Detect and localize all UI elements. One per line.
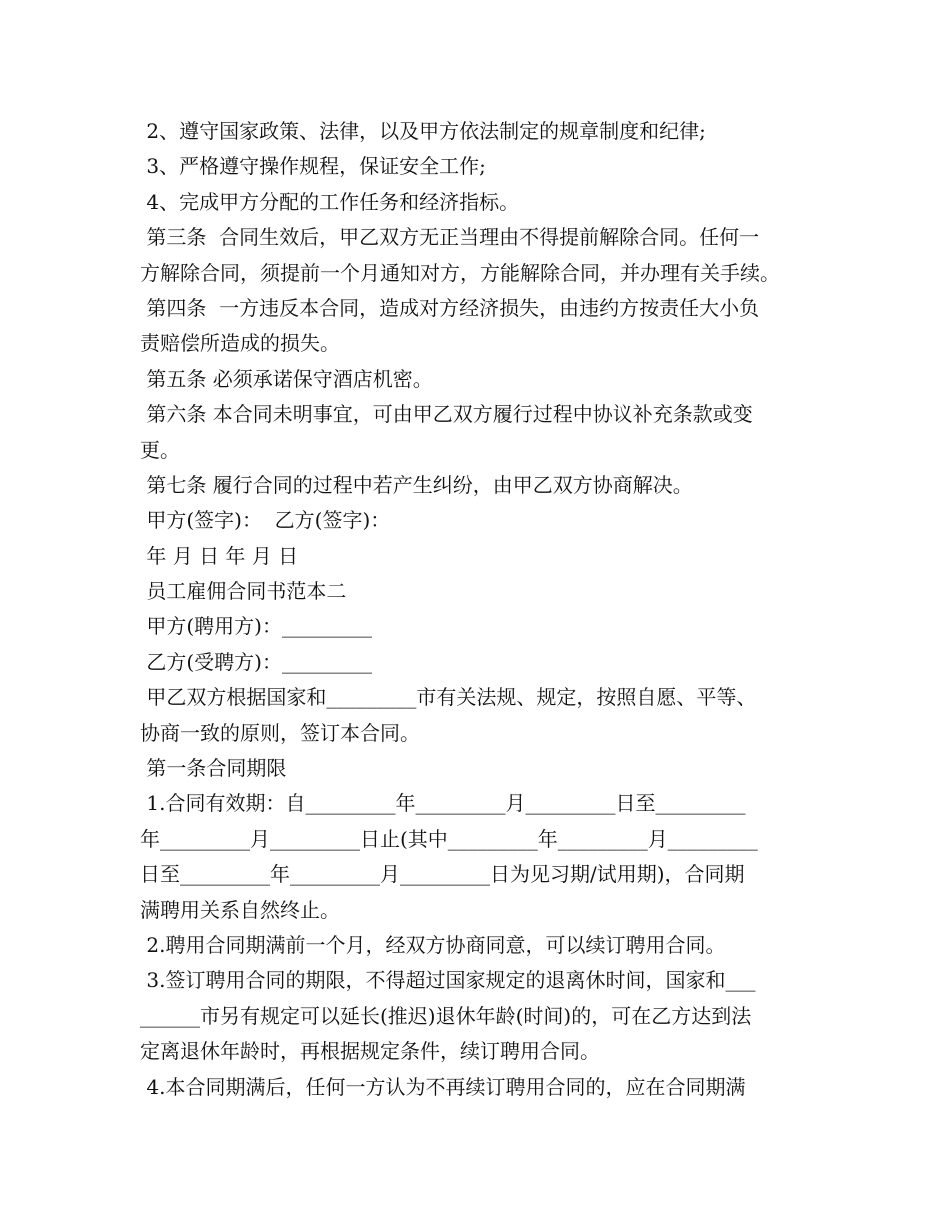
document-line: 3.签订聘用合同的期限，不得超过国家规定的退离休时间，国家和___ (140, 968, 756, 993)
document-line: 协商一致的原则，签订本合同。 (140, 720, 420, 745)
document-line: 2、遵守国家政策、法律，以及甲方依法制定的规章制度和纪律; (140, 119, 706, 143)
document-line: 第三条 合同生效后，甲乙双方无正当理由不得提前解除合同。任何一 (140, 225, 760, 250)
document-line: 第五条 必须承诺保守酒店机密。 (140, 366, 433, 391)
document-line: 3、严格遵守操作规程，保证安全工作; (140, 154, 486, 179)
document-line: 第一条合同期限 (140, 756, 287, 781)
document-line: 方解除合同，须提前一个月通知对方，方能解除合同，并办理有关手续。 (140, 260, 780, 285)
document-line: 第六条 本合同未明事宜，可由甲乙双方履行过程中协议补充条款或变 (140, 402, 753, 427)
document-line: ______市另有规定可以延长(推迟)退休年龄(时间)的，可在乙方达到法 (140, 1003, 752, 1028)
document-line: 日至_________年_________月_________日为见习期/试用期)，合同期 (140, 862, 745, 887)
document-line: 满聘用关系自然终止。 (140, 897, 340, 922)
document-line: 4.本合同期满后，任何一方认为不再续订聘用合同的，应在合同期满 (140, 1074, 746, 1099)
document-line: 2.聘用合同期满前一个月，经双方协商同意，可以续订聘用合同。 (140, 932, 726, 957)
document-line: 1.合同有效期：自_________年_________月_________日至_________ (140, 791, 746, 816)
document-line: 年 月 日 年 月 日 (140, 543, 299, 568)
document-line: 4、完成甲方分配的工作任务和经济指标。 (140, 189, 520, 214)
document-body (140, 114, 820, 1105)
document-line: 责赔偿所造成的损失。 (140, 331, 340, 356)
document-line: 甲乙双方根据国家和_________市有关法规、规定，按照自愿、平等、 (140, 685, 757, 710)
document-line: 甲方(聘用方)：_________ (140, 614, 372, 639)
document-line: 年_________月_________日止(其中_________年_________月_________ (140, 826, 758, 851)
document-line: 更。 (140, 437, 180, 462)
document-line: 乙方(受聘方)：_________ (140, 649, 372, 674)
document-line: 甲方(签字)： 乙方(签字)： (140, 508, 391, 533)
document-line: 第四条 一方违反本合同，造成对方经济损失，由违约方按责任大小负 (140, 295, 760, 320)
document-line: 定离退休年龄时，再根据规定条件，续订聘用合同。 (140, 1039, 600, 1064)
document-line: 第七条 履行合同的过程中若产生纠纷，由甲乙双方协商解决。 (140, 472, 693, 497)
document-line: 员工雇佣合同书范本二 (140, 579, 347, 604)
